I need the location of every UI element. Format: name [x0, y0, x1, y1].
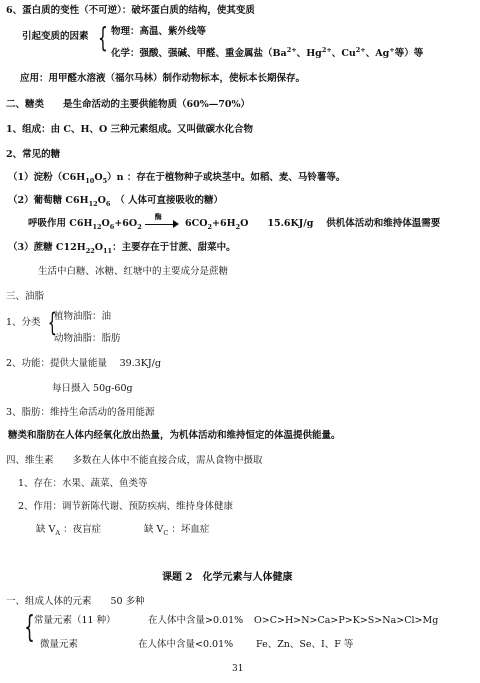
- vitamin-lack-c: 缺 $V_C$ ：坏血症: [144, 524, 210, 537]
- factors-brace: {: [98, 21, 108, 54]
- glucose-line: （2）葡萄糖 $C6H_{12}O_6$ （ 人体可直接吸收的糖）: [8, 195, 224, 208]
- sucrose-line: （3）蔗糖 $C12H_{22}O_{11}$：主要存在于甘蔗、甜菜中。: [8, 242, 236, 255]
- physical-factor: 物理：高温、紫外线等: [111, 26, 207, 37]
- common-sugars: 2、常见的糖: [6, 149, 61, 160]
- starch-line: （1）淀粉$(C6H_{10}O_5)n$ ：存在于植物种子或块茎中。如稻、麦、马铃薯等。: [8, 172, 346, 185]
- page-number: 31: [232, 664, 244, 674]
- major-elements-order: O>C>H>N>Ca>P>K>S>Na>Cl>Mg: [254, 615, 439, 626]
- sugar-heading: 二、糖类 是生命活动的主要供能物质（60%—70%）: [6, 99, 250, 110]
- trace-elements-list: Fe、Zn、Se、I、F 等: [256, 639, 354, 650]
- fat-daily: 每日摄入 50g-60g: [52, 383, 133, 394]
- trace-elements-content: 在人体中含量<0.01%: [138, 639, 234, 650]
- application-line: 应用：用甲醛水溶液（福尔马林）制作动物标本，使标本长期保存。: [20, 73, 306, 84]
- vitamin-role: 2、作用：调节新陈代谢、预防疾病、维持身体健康: [18, 501, 234, 512]
- major-elements-label: 常量元素（11 种）: [34, 615, 116, 626]
- daily-sugar-note: 生活中白糖、冰糖、红塘中的主要成分是蔗糖: [38, 266, 229, 277]
- elements-brace: {: [24, 610, 35, 645]
- sugar-composition: 1、组成：由 C、H、O 三种元素组成。又叫做碳水化合物: [6, 124, 254, 135]
- animal-fat: 动物油脂：脂肪: [54, 333, 121, 344]
- fat-brace: {: [47, 308, 57, 338]
- trace-elements-label: 微量元素: [40, 639, 79, 650]
- lesson2-title: 课题 2 化学元素与人体健康: [162, 572, 293, 583]
- reaction-arrow-icon: 酶: [145, 219, 179, 229]
- fat-class-label: 1、分类: [6, 317, 41, 328]
- respiration-line: 呼吸作用 $C6H_{12}O_6+6O_2$ 酶 $6CO_2+6H_2O$ 15.6KJ/g 供机体活动和维持体温需要: [28, 211, 441, 231]
- major-elements-content: 在人体中含量>0.01%: [148, 615, 244, 626]
- energy-summary: 糖类和脂肪在人体内经氧化放出热量，为机体活动和维持恒定的体温提供能量。: [8, 430, 341, 441]
- sec6-title: 6、蛋白质的变性（不可逆）：破坏蛋白质的结构，使其变质: [6, 5, 255, 16]
- vitamin-heading: 四、维生素 多数在人体中不能直接合成，需从食物中摄取: [6, 455, 263, 466]
- fat-heading: 三、油脂: [6, 291, 45, 302]
- plant-fat: 植物油脂：油: [54, 311, 112, 322]
- fat-storage: 3、脂肪：维持生命活动的备用能源: [6, 407, 155, 418]
- vitamin-lack-a: 缺 $V_A$ ：夜盲症: [36, 524, 102, 537]
- vitamin-source: 1、存在：水果、蔬菜、鱼类等: [18, 478, 148, 489]
- chemical-factor: 化学：强酸、强碱、甲醛、重金属盐（$Ba^{2+}$、$Hg^{2+}$、$Cu^{2+}$、Ag+等）等: [111, 45, 424, 59]
- body-elements: 一、组成人体的元素 50 多种: [6, 596, 145, 607]
- fat-function: 2、功能：提供大量能量 39.3KJ/g: [6, 358, 161, 369]
- factors-label: 引起变质的因素: [22, 31, 89, 42]
